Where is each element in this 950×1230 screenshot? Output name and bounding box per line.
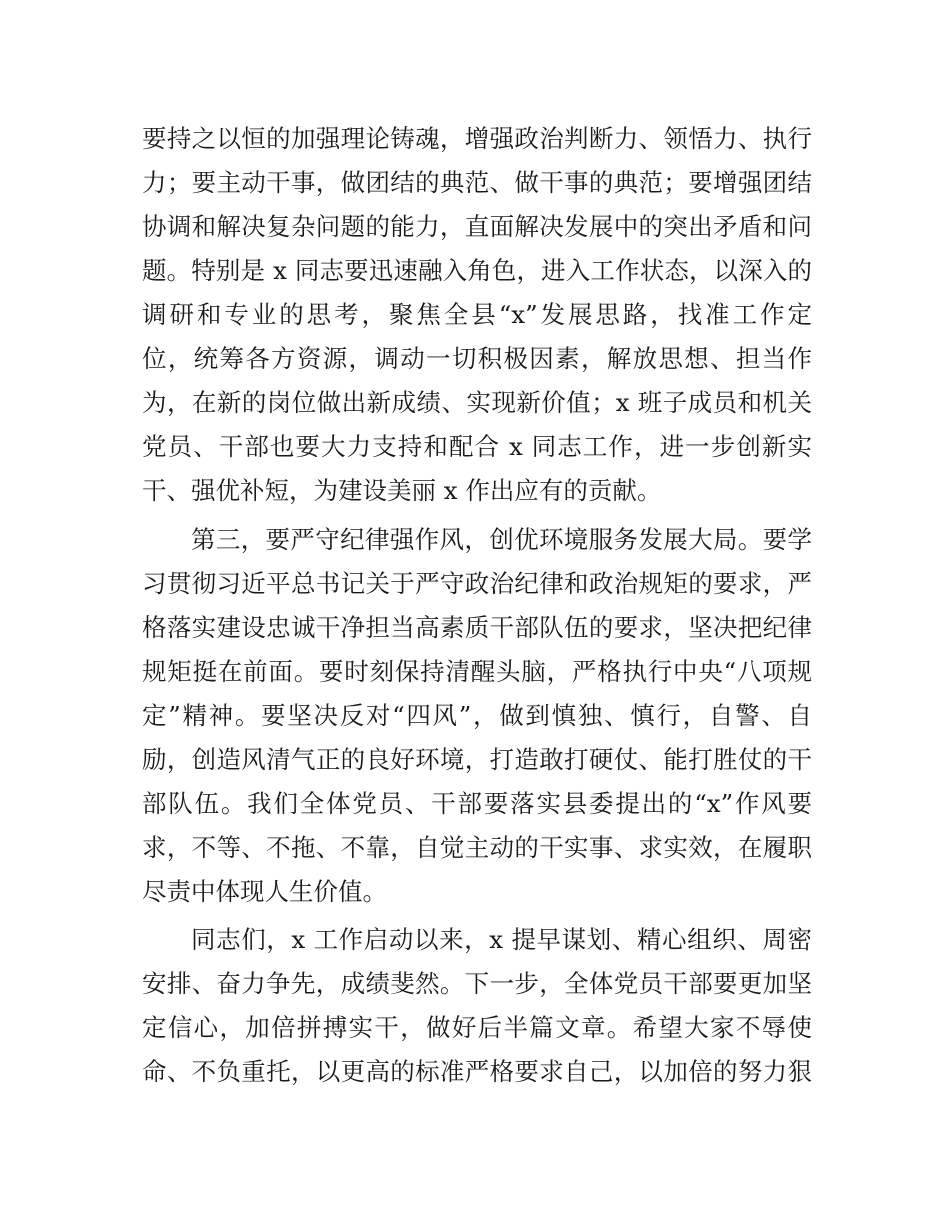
- text-line: 党员、干部也要大力支持和配合 x 同志工作，进一步创新实: [142, 432, 812, 461]
- text-line: 安排、奋力争先，成绩斐然。下一步，全体党员干部要更加坚: [142, 969, 812, 998]
- text-line: 协调和解决复杂问题的能力，直面解决发展中的突出矛盾和问: [142, 212, 812, 241]
- text-line: 要持之以恒的加强理论铸魂，增强政治判断力、领悟力、执行: [142, 124, 812, 153]
- text-line: 求，不等、不拖、不靠，自觉主动的干实事、求实效，在履职: [142, 833, 812, 862]
- text-line: 尽责中体现人生价值。: [142, 877, 387, 906]
- text-line: 定信心，加倍拼搏实干，做好后半篇文章。希望大家不辱使: [142, 1013, 812, 1042]
- text-line: 励，创造风清气正的良好环境，打造敢打硬仗、能打胜仗的干: [142, 745, 812, 774]
- text-line: 题。特别是 x 同志要迅速融入角色，进入工作状态，以深入的: [142, 256, 812, 285]
- text-line: 格落实建设忠诚干净担当高素质干部队伍的要求，坚决把纪律: [142, 613, 812, 642]
- paragraph-1: [142, 117, 812, 513]
- text-line: 定”精神。要坚决反对“四风”，做到慎独、慎行，自警、自: [142, 701, 812, 730]
- text-line: 位，统筹各方资源，调动一切积极因素，解放思想、担当作: [142, 344, 812, 373]
- text-line: 规矩挺在前面。要时刻保持清醒头脑，严格执行中央“八项规: [142, 657, 812, 686]
- text-line: 力；要主动干事，做团结的典范、做干事的典范；要增强团结: [142, 168, 812, 197]
- text-line: 同志们，x 工作启动以来，x 提早谋划、精心组织、周密: [191, 925, 812, 954]
- paragraph-3: [142, 918, 812, 1094]
- text-line: 第三，要严守纪律强作风，创优环境服务发展大局。要学: [191, 525, 812, 554]
- text-line: 调研和专业的思考，聚焦全县“x”发展思路，找准工作定: [142, 300, 812, 329]
- text-line: 命、不负重托，以更高的标准严格要求自己，以加倍的努力狠: [142, 1057, 812, 1086]
- paragraph-2: [142, 518, 812, 914]
- text-line: 干、强优补短，为建设美丽 x 作出应有的贡献。: [142, 476, 662, 505]
- text-line: 部队伍。我们全体党员、干部要落实县委提出的“x”作风要: [142, 789, 812, 818]
- text-line: 习贯彻习近平总书记关于严守政治纪律和政治规矩的要求，严: [142, 569, 812, 598]
- text-line: 为，在新的岗位做出新成绩、实现新价值；x 班子成员和机关: [142, 388, 812, 417]
